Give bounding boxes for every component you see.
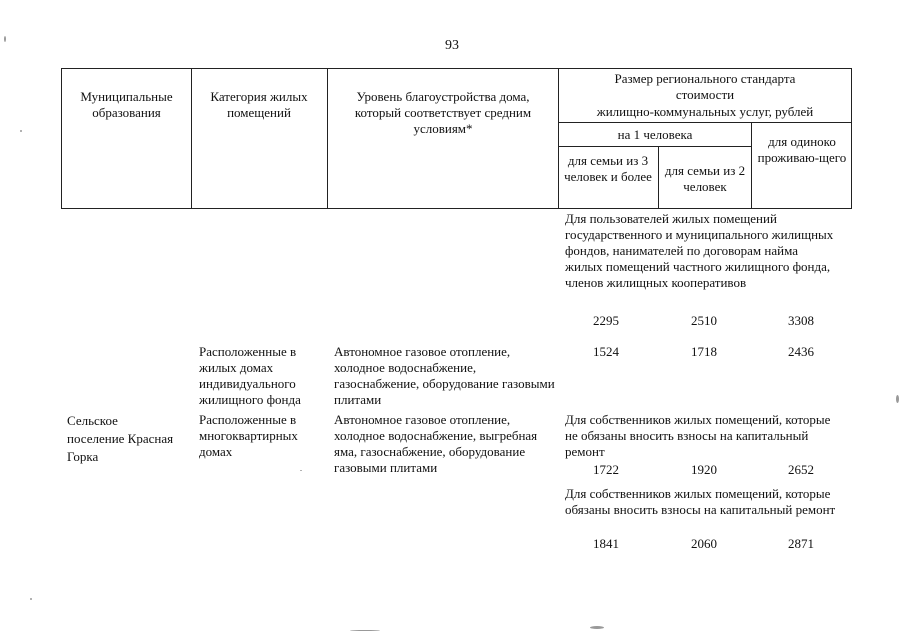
value-family3: 1722 [593, 462, 619, 477]
value-family3: 1524 [593, 344, 619, 359]
header-municipalities: Муниципальные образования [80, 89, 173, 120]
value-single: 2871 [788, 536, 814, 551]
value-family2: 1718 [691, 344, 717, 359]
group-note: Для пользователей жилых помещений государственного и муниципального жилищных фондов, нанимателей по договорам найма жилых помещений частного жилищного фонда, членов жилищных кооперативов [565, 211, 834, 290]
row-category: Расположенные в многоквартирных домах [199, 412, 298, 459]
header-family3: для семьи из 3 человек и более [564, 153, 652, 184]
value-family2: 2060 [691, 536, 717, 551]
header-single: для одиноко проживаю-щего [757, 134, 847, 165]
header-level: Уровень благоустройства дома, который соответствует средним условиям* [354, 89, 532, 136]
header-category: Категория жилых помещений [210, 89, 308, 120]
value-family3: 2295 [593, 313, 619, 328]
value-family3: 1841 [593, 536, 619, 551]
value-single: 3308 [788, 313, 814, 328]
value-family2: 1920 [691, 462, 717, 477]
group-note: Для собственников жилых помещений, которые не обязаны вносить взносы на капитальный ремонт [565, 412, 831, 459]
municipality-name: Сельское поселение Красная Горка [67, 413, 174, 464]
group-note: Для собственников жилых помещений, которые обязаны вносить взносы на капитальный ремонт [565, 486, 836, 517]
row-level: Автономное газовое отопление, холодное водоснабжение, газоснабжение, оборудование газовыми плитами [334, 344, 555, 407]
row-category: Расположенные в жилых домах индивидуального жилищного фонда [199, 344, 301, 407]
value-family2: 2510 [691, 313, 717, 328]
header-per-person: на 1 человека [617, 127, 693, 142]
page-number: 93 [445, 38, 459, 53]
value-single: 2652 [788, 462, 814, 477]
value-single: 2436 [788, 344, 814, 359]
header-standard-line1: Размер регионального стандарта стоимости [614, 71, 796, 102]
row-level: Автономное газовое отопление, холодное водоснабжение, выгребная яма, газоснабжение, оборудование газовыми плитами [334, 412, 538, 475]
header-family2: для семьи из 2 человек [664, 163, 746, 194]
header-standard-line2: жилищно-коммунальных услуг, рублей [596, 104, 814, 119]
